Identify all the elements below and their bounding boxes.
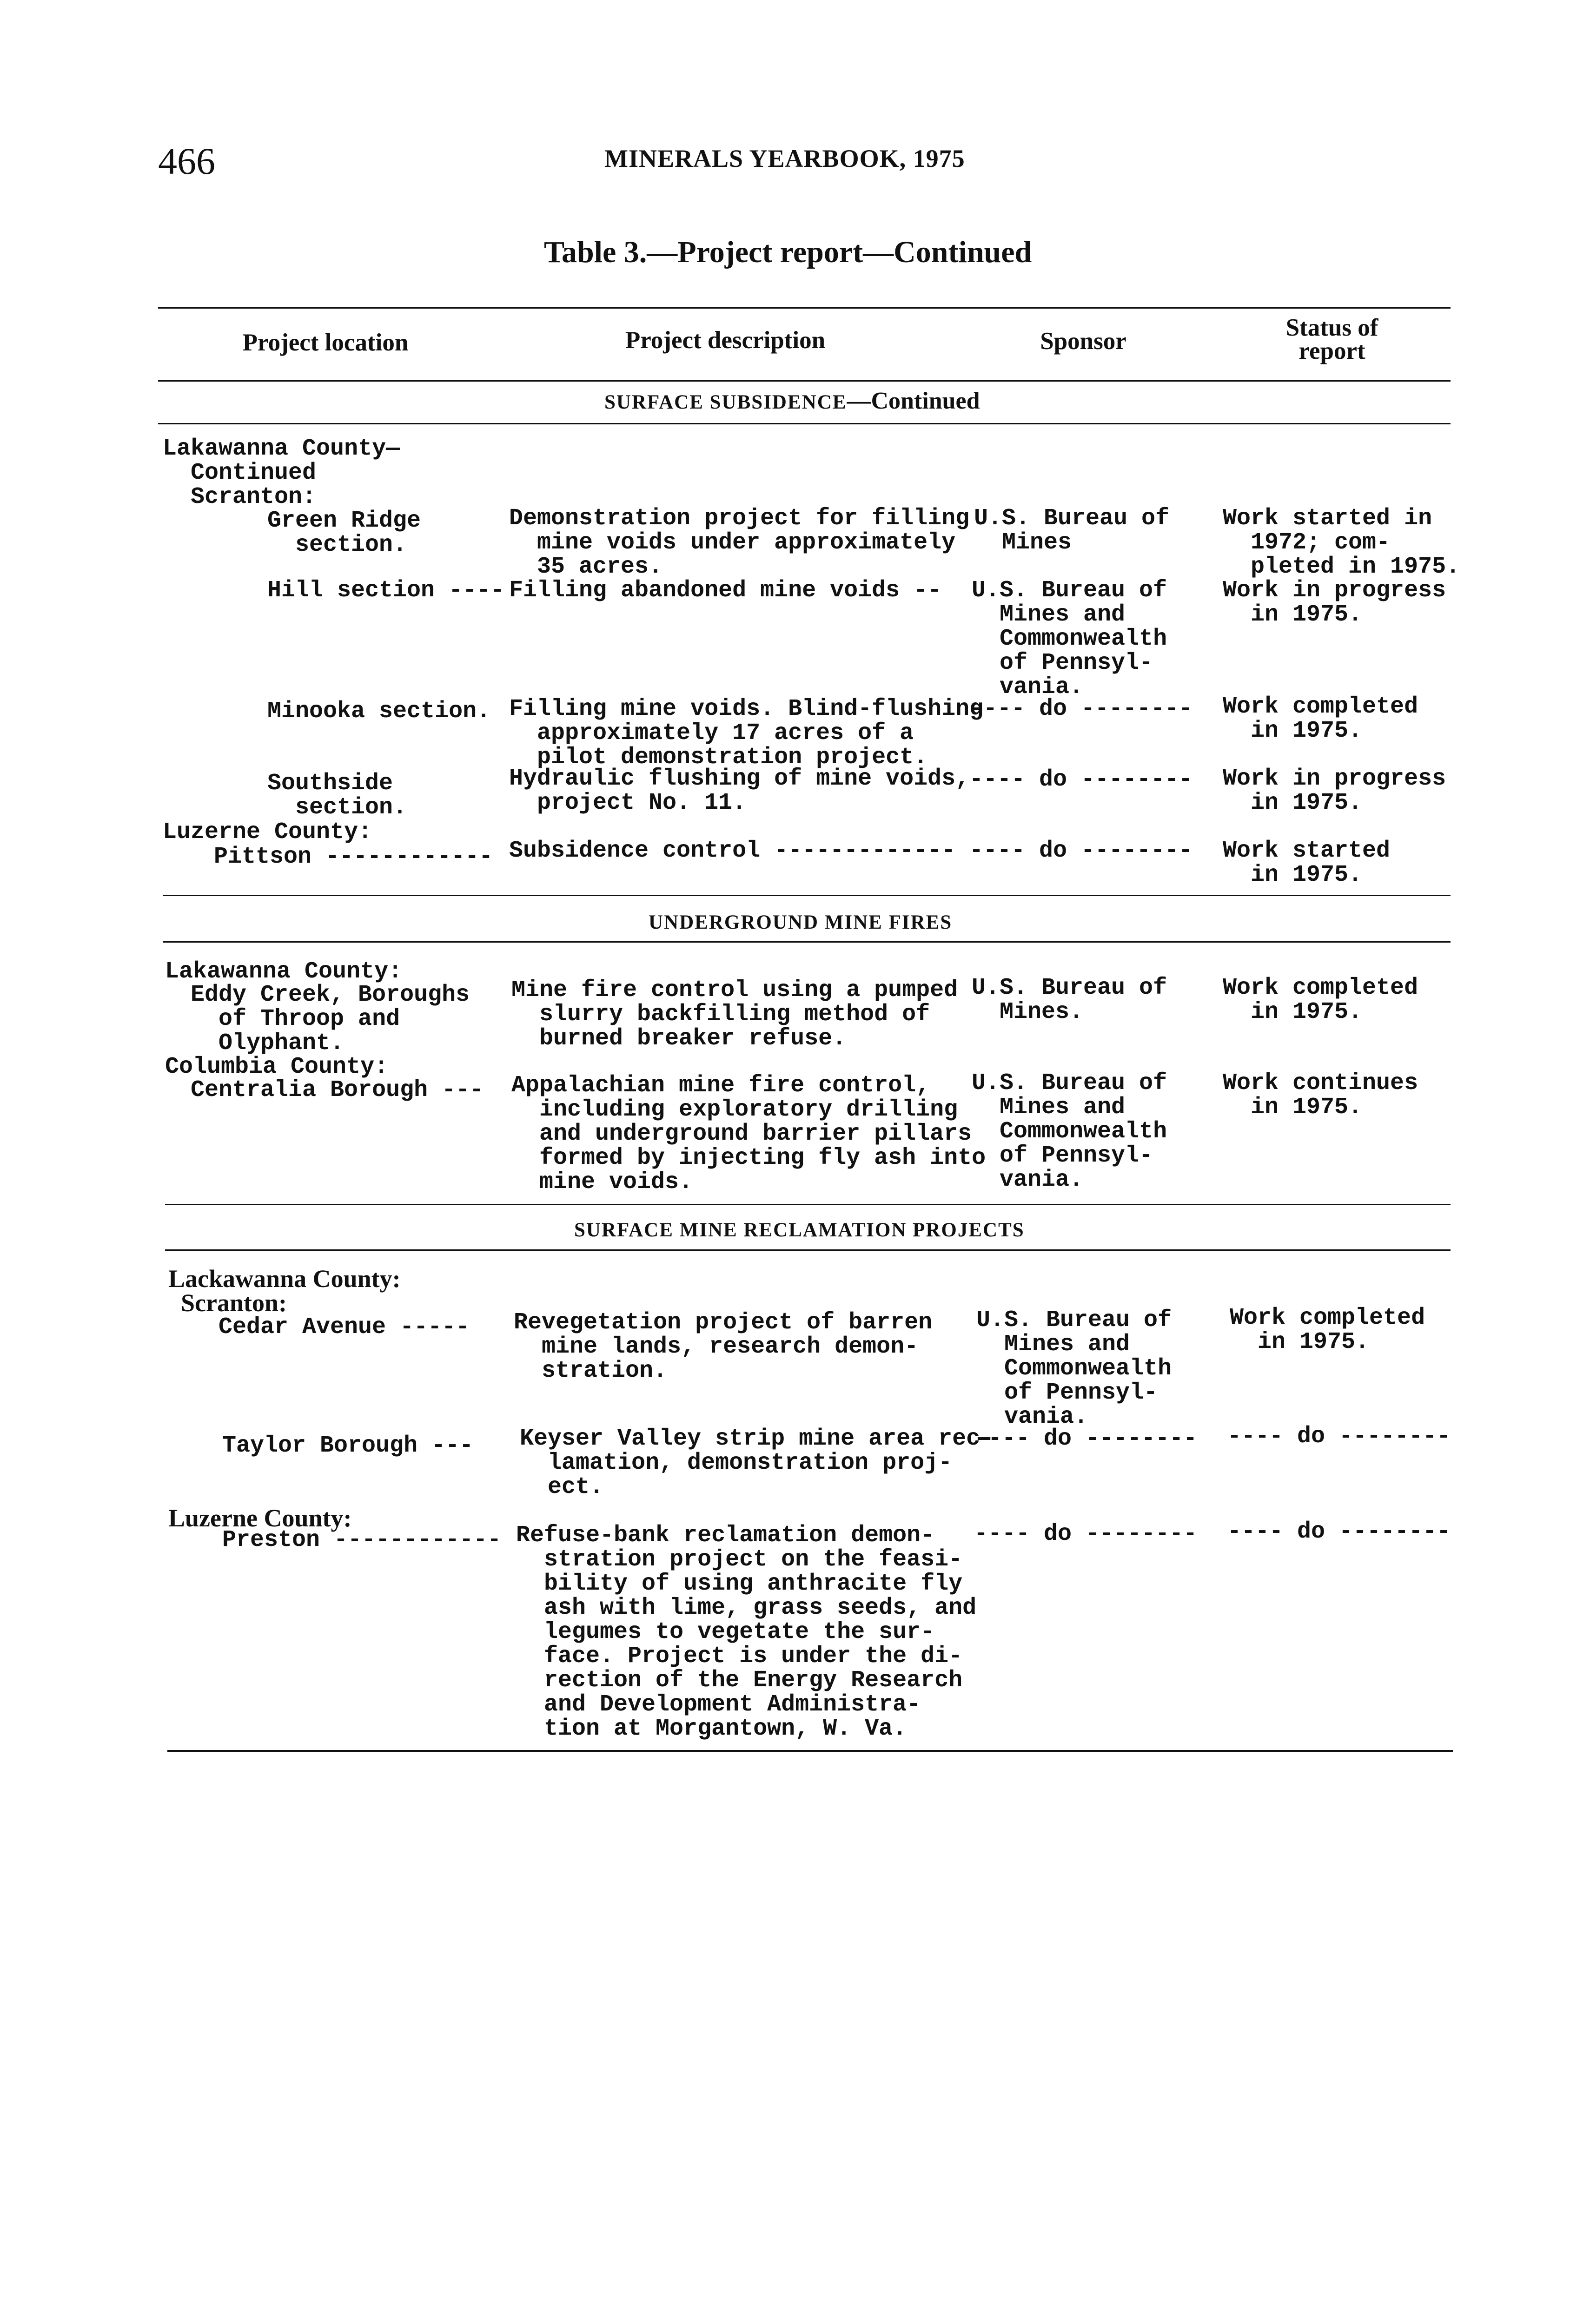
project-sponsor: ---- do -------- — [974, 1521, 1198, 1547]
project-status: Work completed in 1975. — [1223, 693, 1418, 744]
section-rule — [158, 423, 1451, 424]
county-label: Lakawanna County— Continued Scranton: — [163, 436, 400, 510]
project-location: Pittson ------------ — [214, 844, 493, 870]
project-status: ---- do -------- — [1227, 1423, 1451, 1450]
county-label: Lakawanna County: — [165, 958, 403, 985]
project-location: Green Ridge section. — [267, 508, 421, 558]
project-sponsor: ---- do -------- — [969, 766, 1193, 793]
column-header-description: Project description — [625, 327, 826, 354]
project-sponsor: ---- do -------- — [974, 1426, 1198, 1452]
project-sponsor: ---- do -------- — [969, 696, 1193, 722]
project-description: Hydraulic flushing of mine voids, project No. 11. — [509, 766, 970, 816]
project-sponsor: U.S. Bureau of Mines and Commonwealth of Pennsyl- vania. — [972, 1070, 1167, 1193]
section-rule — [163, 895, 1451, 896]
section-heading-surface-subsidence — [604, 387, 980, 415]
project-location: Hill section ---- — [267, 577, 505, 604]
table-bottom-rule — [167, 1750, 1453, 1752]
project-status: ---- do -------- — [1227, 1519, 1451, 1545]
project-sponsor: U.S. Bureau of Mines. — [972, 975, 1167, 1025]
project-description: Keyser Valley strip mine area rec- lamation, demonstration proj- ect. — [520, 1426, 994, 1500]
project-description: Filling abandoned mine voids -- — [509, 577, 942, 604]
project-description: Appalachian mine fire control, including exploratory drilling and underground barrier pillars formed by injecting fly ash into mine voids. — [511, 1072, 986, 1195]
project-status: Work in progress in 1975. — [1223, 577, 1446, 628]
project-status: Work started in 1972; com- pleted in 1975. — [1223, 505, 1460, 580]
section-rule — [165, 1249, 1451, 1251]
table-title: Table 3.—Project report—Continued — [544, 235, 1032, 269]
section-rule — [165, 1204, 1451, 1205]
county-label: Luzerne County: — [163, 819, 372, 845]
page-number: 466 — [158, 140, 215, 182]
project-location: Eddy Creek, Boroughs of Throop and Olyphant. — [191, 982, 470, 1056]
project-description: Mine fire control using a pumped slurry backfilling method of burned breaker refuse. — [511, 977, 958, 1052]
project-description: Refuse-bank reclamation demon- stration project on the feasi- bility of using anthracite fly ash with lime, grass seeds, and legumes to vegetate the sur- face. Project is under the di- rection of the Energy Research and Development Administra- tion at Morgantown, W. Va. — [516, 1522, 977, 1742]
header-bottom-rule — [158, 380, 1451, 382]
project-sponsor: U.S. Bureau of Mines and Commonwealth of Pennsyl- vania. — [976, 1307, 1172, 1430]
running-head: MINERALS YEARBOOK, 1975 — [604, 145, 965, 172]
project-status: Work completed in 1975. — [1230, 1305, 1425, 1355]
column-header-status: Status of report — [1285, 314, 1378, 364]
section-rule — [163, 941, 1451, 943]
project-status: Work in progress in 1975. — [1223, 766, 1446, 816]
county-label: Luzerne County: — [168, 1504, 352, 1532]
section-heading-underground-mine-fires: UNDERGROUND MINE FIRES — [649, 911, 953, 933]
project-description: Demonstration project for filling mine voids under approximately 35 acres. — [509, 505, 970, 580]
project-sponsor: ---- do -------- — [969, 838, 1193, 864]
project-status: Work started in 1975. — [1223, 838, 1391, 888]
project-description: Filling mine voids. Blind-flushing approximately 17 acres of a pilot demonstration project. — [509, 696, 984, 771]
project-location: Southside section. — [267, 770, 407, 821]
project-location: Cedar Avenue ----- — [219, 1314, 470, 1340]
project-location: Centralia Borough --- — [191, 1077, 484, 1103]
project-status: Work completed in 1975. — [1223, 975, 1418, 1025]
table-top-rule — [158, 307, 1451, 309]
project-sponsor: U.S. Bureau of Mines — [974, 505, 1170, 556]
section-heading-surface-mine-reclamation: SURFACE MINE RECLAMATION PROJECTS — [574, 1219, 1025, 1241]
section-continued: —Continued — [847, 388, 980, 414]
project-location: Minooka section. — [267, 698, 491, 725]
column-header-location: Project location — [242, 329, 409, 356]
project-location: Preston ------------ — [222, 1527, 502, 1553]
county-label: Columbia County: — [165, 1054, 389, 1080]
section-title: SURFACE SUBSIDENCE — [604, 391, 847, 413]
project-description: Subsidence control ------------- — [509, 838, 956, 864]
project-location: Taylor Borough --- — [222, 1433, 474, 1459]
project-sponsor: U.S. Bureau of Mines and Commonwealth of Pennsyl- vania. — [972, 577, 1167, 700]
project-status: Work continues in 1975. — [1223, 1070, 1418, 1121]
county-label: Lackawanna County: Scranton: — [168, 1265, 401, 1317]
column-header-sponsor: Sponsor — [1040, 328, 1126, 355]
project-description: Revegetation project of barren mine lands, research demon- stration. — [514, 1309, 933, 1384]
